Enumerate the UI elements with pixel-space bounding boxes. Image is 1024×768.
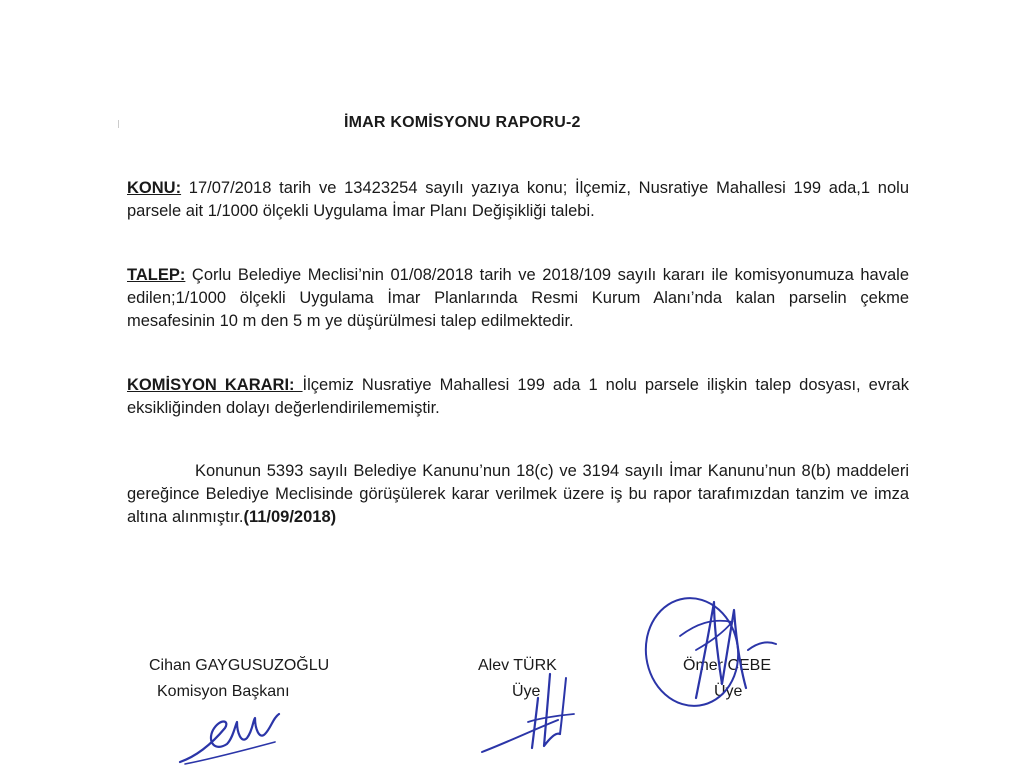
closing-text: Konunun 5393 sayılı Belediye Kanunu’nun 18(c) ve 3194 sayılı İmar Kanunu’nun 8(b) maddeleri gereğince Belediye Meclisinde görüşülerek karar verilmek üzere iş bu rapor tarafımızdan tanzim ve imza altına alınmıştır. [127,462,909,526]
talep-label: TALEP: [127,266,186,284]
konu-text: 17/07/2018 tarih ve 13423254 sayılı yazıya konu; İlçemiz, Nusratiye Mahallesi 199 ada,1 nolu parsele ait 1/1000 ölçekli Uygulama İmar Planı Değişikliği talebi. [127,179,909,220]
signatory-role-member-1: Üye [512,683,541,700]
signatory-role-member-2: Üye [714,683,743,700]
signature-chair-icon [175,700,285,768]
signature-member-1-icon [478,668,588,758]
signatory-name-chair: Cihan GAYGUSUZOĞLU [149,657,330,674]
talep-paragraph [127,264,909,333]
karar-paragraph [127,374,909,420]
karar-text: İlçemiz Nusratiye Mahallesi 199 ada 1 nolu parsele ilişkin talep dosyası, evrak eksikliğinden dolayı değerlendirilememiştir. [127,376,909,417]
closing-date: (11/09/2018) [243,508,337,526]
signatory-name-member-2: Ömer CEBE [683,657,772,674]
closing-paragraph [127,460,909,529]
talep-text: Çorlu Belediye Meclisi’nin 01/08/2018 tarih ve 2018/109 sayılı kararı ile komisyonumuza havale edilen;1/1000 ölçekli Uygulama İmar Planlarında Resmi Kurum Alanı’nda kalan parselin çekme mesafesinin 10 m den 5 m ye düşürülmesi talep edilmektedir. [127,266,909,330]
konu-paragraph [127,177,909,223]
signatory-name-member-1: Alev TÜRK [478,657,557,674]
document-title: İMAR KOMİSYONU RAPORU-2 [344,114,581,131]
konu-label: KONU: [127,179,182,197]
karar-label: KOMİSYON KARARI: [127,376,303,394]
margin-mark [118,120,119,128]
signatory-role-chair: Komisyon Başkanı [157,683,290,700]
